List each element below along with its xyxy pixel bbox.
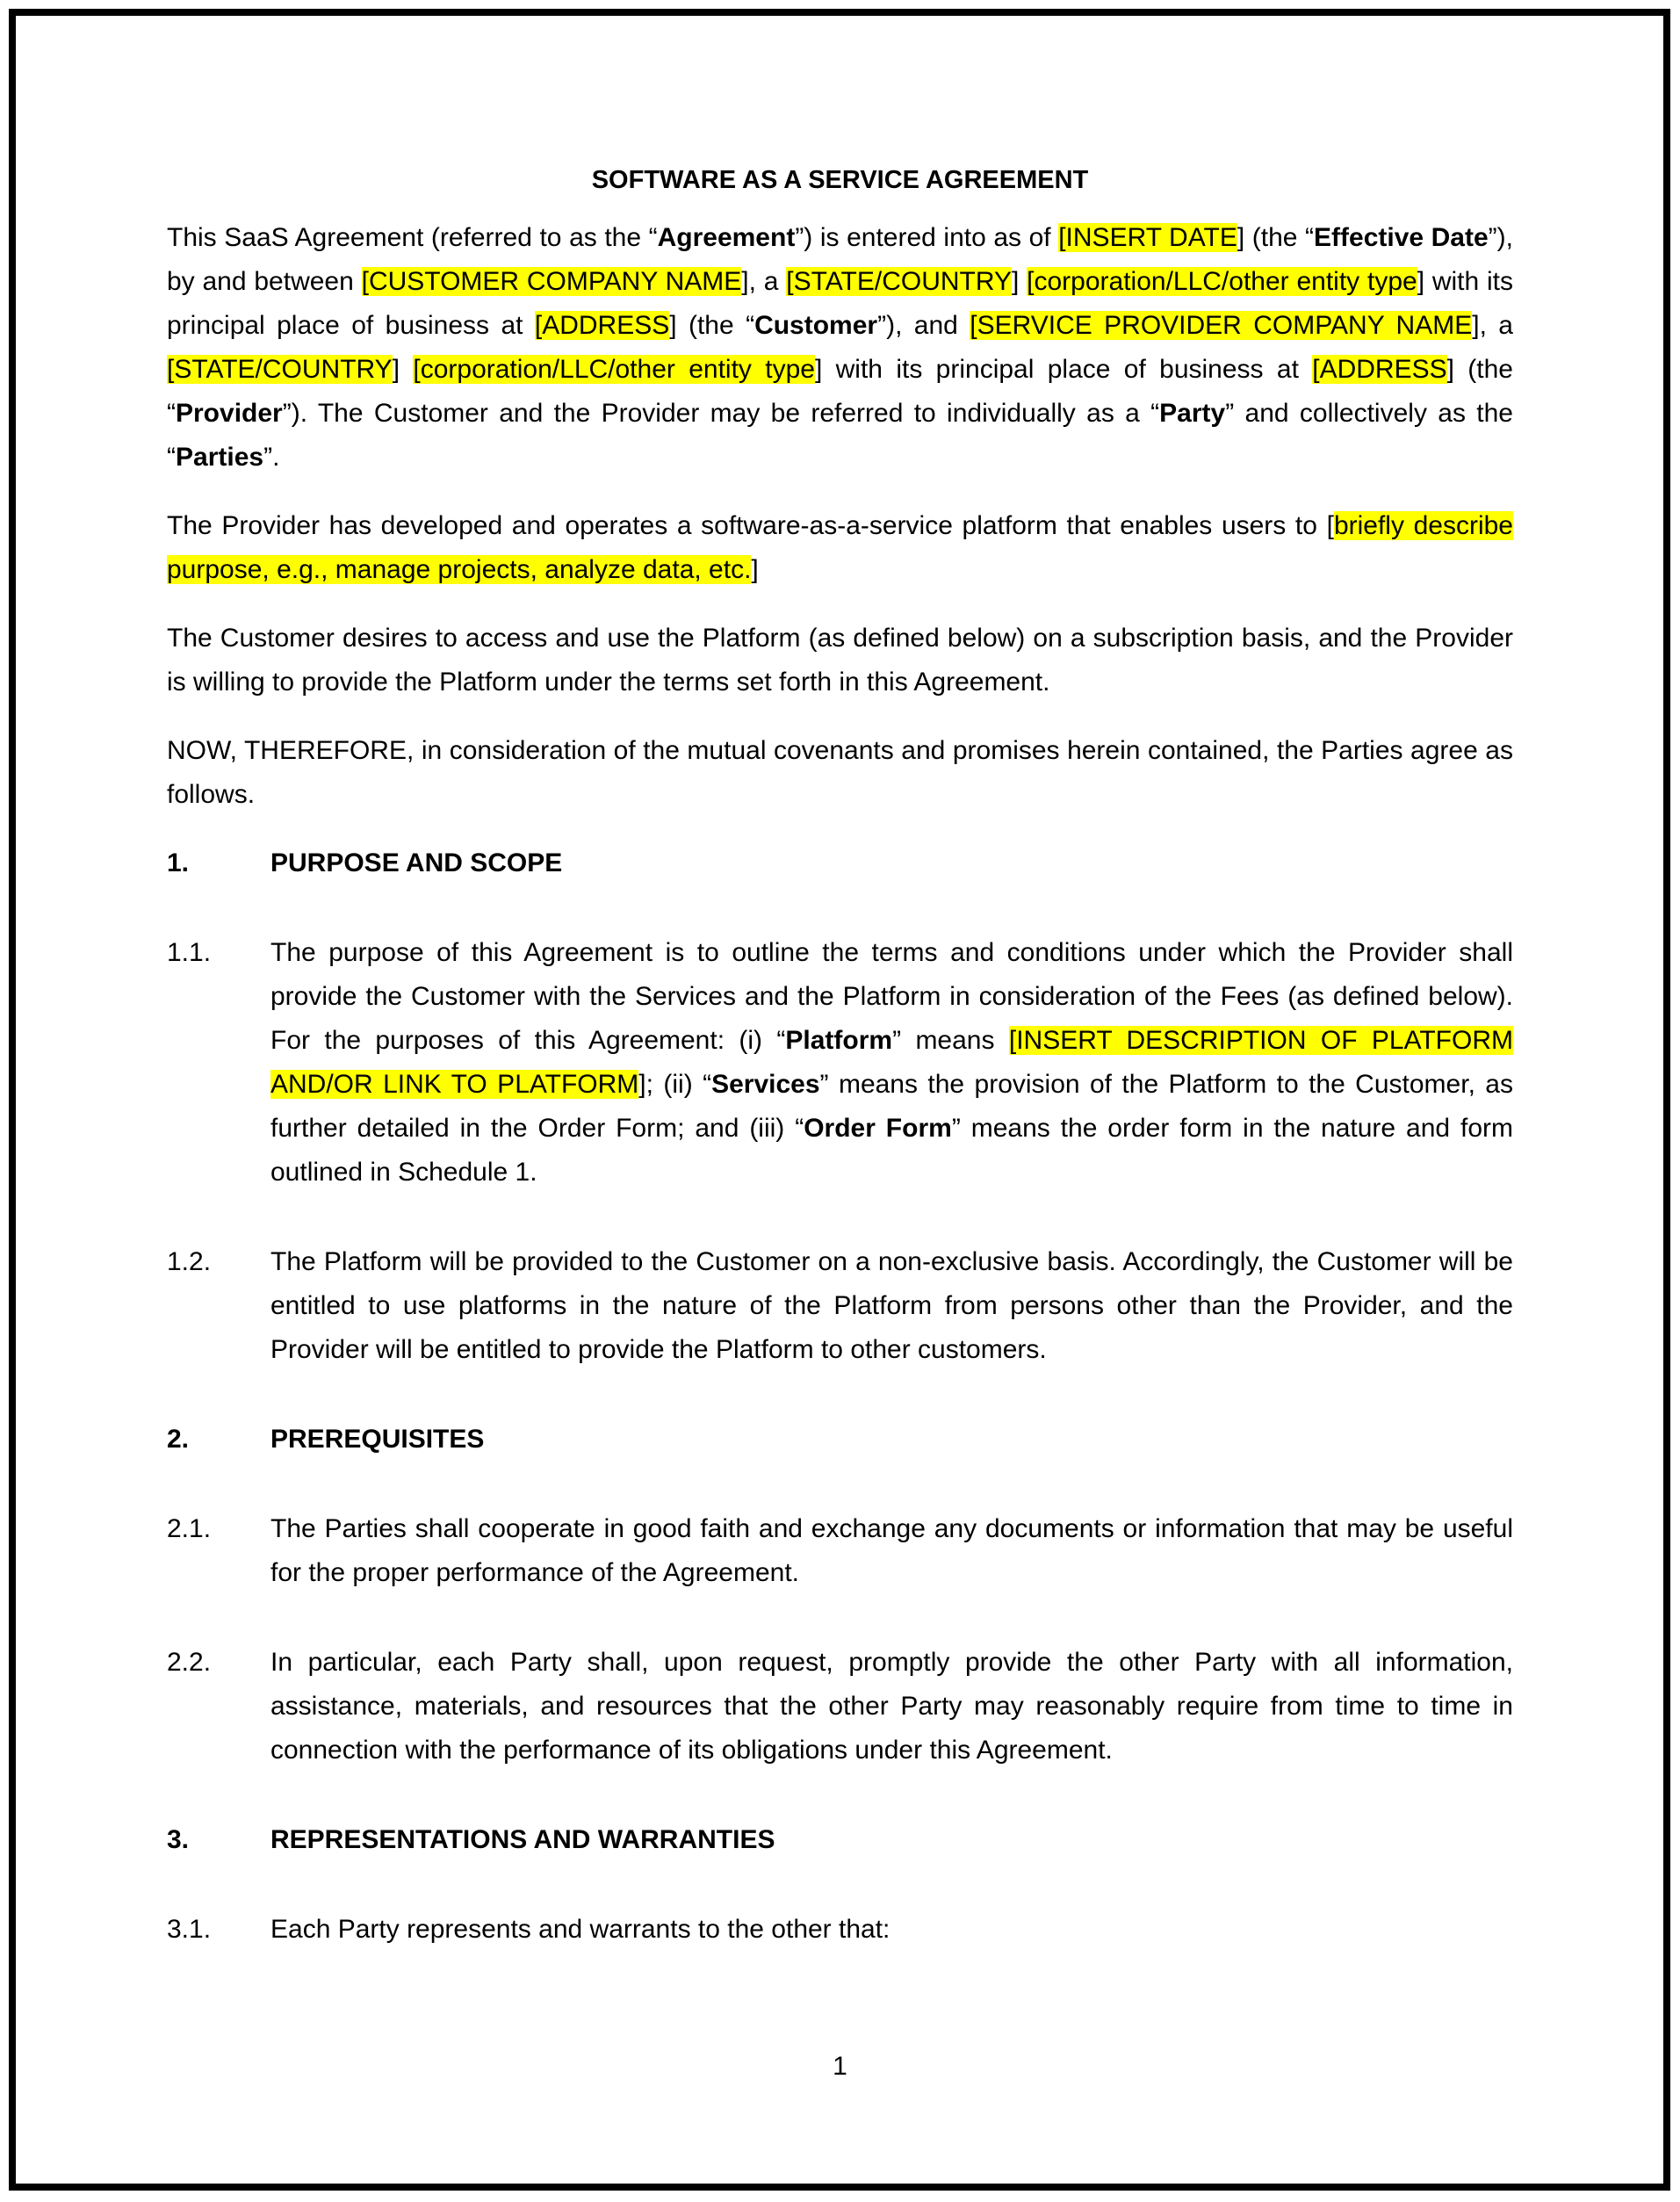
clause-text: In particular, each Party shall, upon request, promptly provide the other Party with all information, assistance, materials, and resources that the other Party may reasonably require from time to time in connection with the performance of its obligations under this Agreement. [270,1648,1513,1765]
clause [167,1908,1513,1952]
section-number: 3. [167,1825,190,1854]
clause [167,1507,1513,1595]
clause [167,1240,1513,1372]
clause [167,1641,1513,1772]
section-heading [167,1418,1513,1462]
clause-text: The Platform will be provided to the Customer on a non-exclusive basis. Accordingly, the Customer will be entitled to use platforms in the nature of the Platform from persons other than the Provider, and the Provider will be entitled to provide the Platform to other customers. [270,1247,1513,1364]
section-heading-text: REPRESENTATIONS AND WARRANTIES [270,1825,775,1854]
clause-number: 2.2. [167,1648,212,1677]
document-title: SOFTWARE AS A SERVICE AGREEMENT [591,166,1089,194]
section-heading [167,841,1513,885]
section-heading-text: PURPOSE AND SCOPE [270,848,563,877]
clause-text: The purpose of this Agreement is to outline the terms and conditions under which the Provider shall provide the Customer with the Services and the Platform in consideration of the Fees (as defined below). For the purposes of this Agreement: (i) “Platform” means [INSERT DESCRIPTION OF PLATFORM AND/OR LINK TO PLATFORM]; (ii) “Services” means the provision of the Platform to the Customer, as further detailed in the Order Form; and (iii) “Order Form” means the order form in the nature and form outlined in Schedule 1. [270,938,1513,1187]
clause-text: The Parties shall cooperate in good faith and exchange any documents or information that may be useful for the proper performance of the Agreement. [270,1514,1513,1587]
section-heading-text: PREREQUISITES [270,1425,485,1454]
document-content [167,163,1513,1952]
section-number: 1. [167,848,190,877]
preamble-paragraph: NOW, THEREFORE, in consideration of the mutual covenants and promises herein contained, the Parties agree as follows. [167,736,1513,809]
preamble-paragraph: The Provider has developed and operates a software-as-a-service platform that enables users to [briefly describe purpose, e.g., manage projects, analyze data, etc.] [167,511,1513,584]
preamble-paragraph: This SaaS Agreement (referred to as the “Agreement”) is entered into as of [INSERT DATE] (the “Effective Date”), by and between [CUSTOMER COMPANY NAME], a [STATE/COUNTRY] [corporation/LLC/other entity type] with its principal place of business at [ADDRESS] (the “Customer”), and [SERVICE PROVIDER COMPANY NAME], a [STATE/COUNTRY] [corporation/LLC/other entity type] with its principal place of business at [ADDRESS] (the “Provider”). The Customer and the Provider may be referred to individually as a “Party” and collectively as the “Parties”. [167,223,1514,472]
section-number: 2. [167,1425,190,1454]
page-number: 1 [833,2052,847,2081]
preamble-paragraph: The Customer desires to access and use the Platform (as defined below) on a subscription basis, and the Provider is willing to provide the Platform under the terms set forth in this Agreement. [167,624,1513,697]
section-heading [167,1818,1513,1862]
clause-number: 1.2. [167,1247,212,1276]
clause-text: Each Party represents and warrants to the other that: [270,1915,890,1944]
clause-number: 3.1. [167,1915,212,1944]
clause-number: 2.1. [167,1514,212,1543]
clause-number: 1.1. [167,938,212,967]
clause [167,931,1513,1195]
